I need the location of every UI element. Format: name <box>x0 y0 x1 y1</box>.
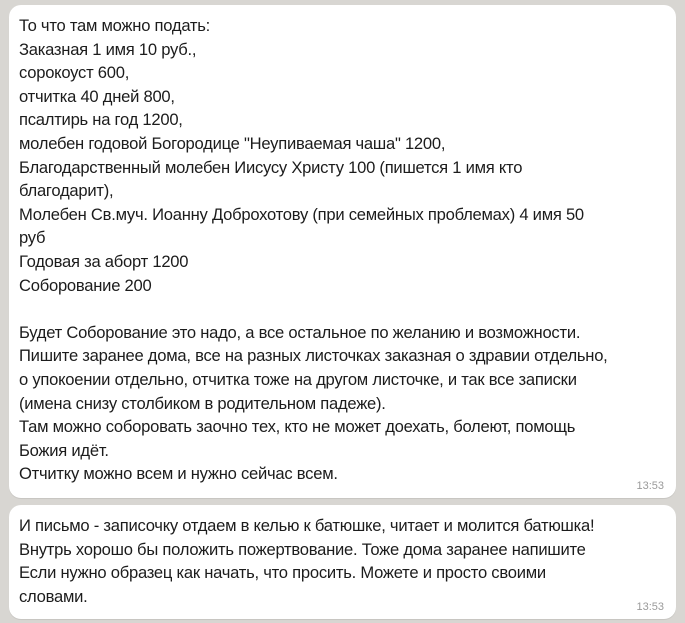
message-bubble[interactable] <box>9 5 676 498</box>
message-timestamp: 13:53 <box>636 480 664 492</box>
message-timestamp: 13:53 <box>636 601 664 613</box>
message-bubble[interactable] <box>9 505 676 619</box>
message-line: благодарит), <box>19 181 114 201</box>
message-line: Годовая за аборт 1200 <box>19 251 189 271</box>
message-line: Божия идёт. <box>19 440 109 460</box>
message-line: псалтирь на год 1200, <box>19 110 183 130</box>
message-line: Там можно соборовать заочно тех, кто не может доехать, болеют, помощь <box>19 417 576 437</box>
message-line: отчитка 40 дней 800, <box>19 86 175 106</box>
message-text <box>19 14 666 486</box>
message-line: сорокоуст 600, <box>19 63 130 83</box>
message-line: Внутрь хорошо бы положить пожертвование. Тоже дома заранее напишите <box>19 539 586 559</box>
message-line: Пишите заранее дома, все на разных листочках заказная о здравии отдельно, <box>19 346 608 366</box>
message-line: Если нужно образец как начать, что просить. Можете и просто своими <box>19 563 546 583</box>
message-line: То что там можно подать: <box>19 16 211 35</box>
message-line: Молебен Св.муч. Иоанну Доброхотову (при семейных проблемах) 4 имя 50 <box>19 204 584 224</box>
message-line: молебен годовой Богородице "Неупиваемая чаша" 1200, <box>19 133 446 153</box>
message-blank-line <box>19 297 666 321</box>
message-line: Соборование 200 <box>19 275 152 295</box>
message-line: Благодарственный молебен Иисусу Христу 100 (пишется 1 имя кто <box>19 157 523 177</box>
message-line: (имена снизу столбиком в родительном падеже). <box>19 393 386 413</box>
message-line: Отчитку можно всем и нужно сейчас всем. <box>19 464 338 484</box>
message-line: о упокоении отдельно, отчитка тоже на другом листочке, и так все записки <box>19 369 577 389</box>
message-line: руб <box>19 228 46 248</box>
message-line: Заказная 1 имя 10 руб., <box>19 39 197 59</box>
message-text <box>19 514 666 608</box>
message-line: Будет Соборование это надо, а все остальное по желанию и возможности. <box>19 322 581 342</box>
message-line: И письмо - записочку отдаем в келью к батюшке, читает и молится батюшка! <box>19 516 595 535</box>
message-line: словами. <box>19 586 88 606</box>
